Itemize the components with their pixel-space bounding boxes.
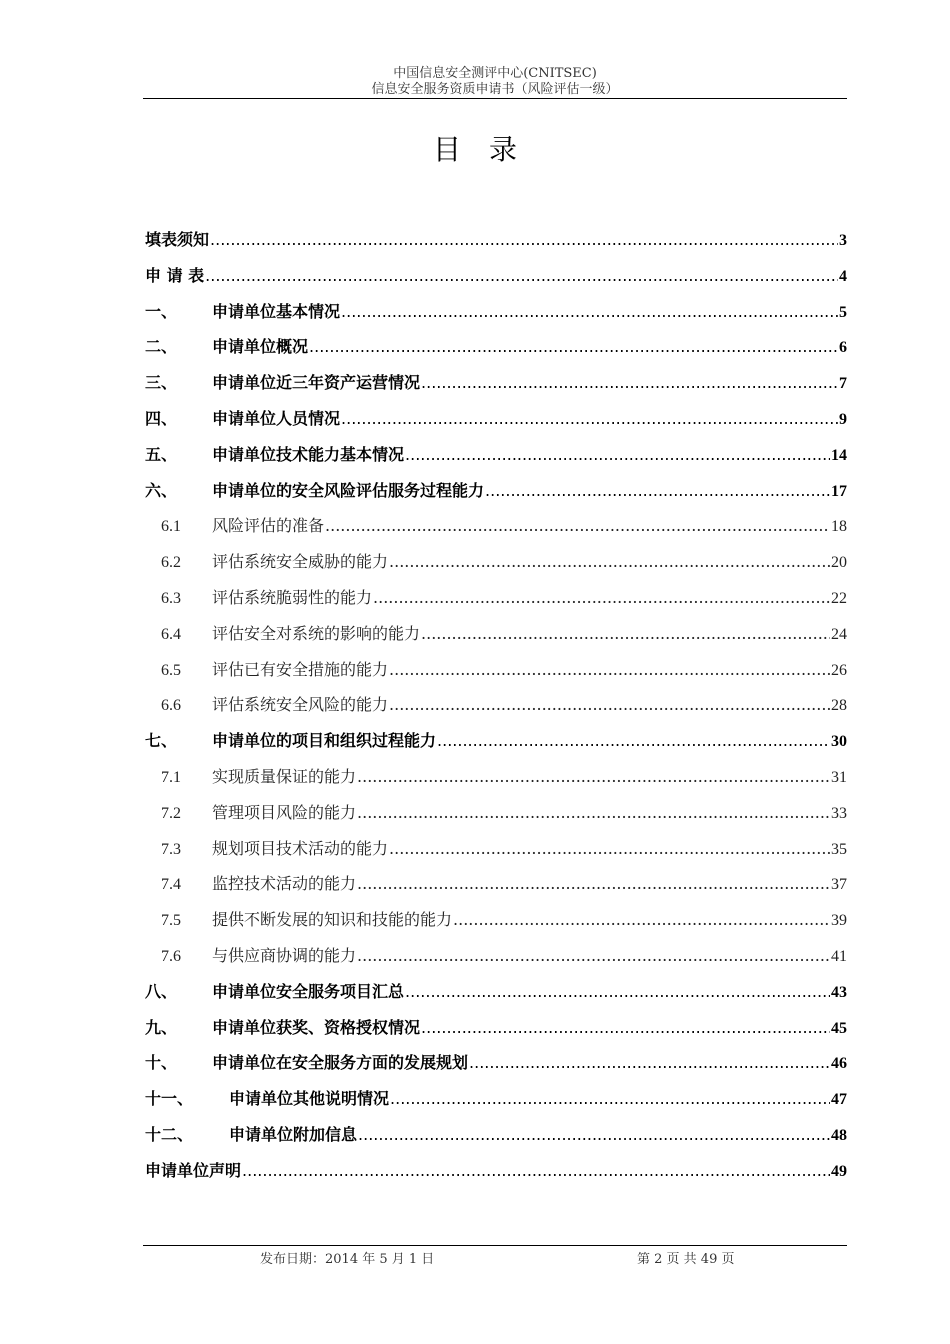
toc-entry-label: 申请单位声明 [145, 1160, 242, 1180]
toc-leader-dots [421, 616, 830, 652]
footer-divider [143, 1245, 847, 1246]
toc-entry-number: 九、 [145, 1017, 178, 1037]
toc-entry-page: 41 [831, 947, 847, 965]
toc-entry[interactable] [145, 222, 847, 258]
toc-entry-label: 申请单位在安全服务方面的发展规划 [212, 1053, 469, 1073]
toc-entry[interactable] [145, 473, 847, 509]
toc-entry-page: 45 [831, 1019, 847, 1037]
toc-entry-label: 监控技术活动的能力 [212, 874, 357, 894]
toc-leader-dots [389, 831, 830, 867]
toc-entry[interactable] [145, 329, 847, 365]
toc-entry-number: 7.2 [161, 804, 181, 822]
toc-entry-page: 37 [831, 876, 847, 894]
toc-entry-number: 6.6 [161, 697, 181, 715]
toc-leader-dots [309, 329, 838, 365]
toc-leader-dots [341, 401, 838, 437]
header-org: 中国信息安全测评中心(CNITSEC) [393, 66, 597, 81]
page-number: 第 2 页 共 49 页 [637, 1252, 735, 1267]
toc-leader-dots [437, 723, 830, 759]
toc-entry[interactable] [145, 687, 847, 723]
toc-entry-label: 申请单位获奖、资格授权情况 [212, 1017, 421, 1037]
toc-entry-number: 八、 [145, 981, 178, 1001]
publish-date: 发布日期：2014 年 5 月 1 日 [260, 1252, 435, 1267]
toc-entry[interactable] [145, 365, 847, 401]
toc-entry-label: 评估安全对系统的影响的能力 [212, 623, 421, 643]
toc-entry[interactable] [145, 258, 847, 294]
toc-entry-label: 评估系统安全风险的能力 [212, 695, 389, 715]
toc-entry-label: 申请单位基本情况 [212, 301, 341, 321]
toc-entry-page: 39 [831, 912, 847, 930]
toc-entry[interactable] [145, 652, 847, 688]
toc-leader-dots [469, 1045, 830, 1081]
toc-entry[interactable] [145, 1081, 847, 1117]
toc-entry-page: 4 [839, 267, 847, 285]
toc-entry-label: 管理项目风险的能力 [212, 802, 357, 822]
toc-leader-dots [205, 258, 838, 294]
table-of-contents [145, 222, 847, 1189]
toc-leader-dots [405, 437, 830, 473]
toc-entry-label: 风险评估的准备 [212, 516, 325, 536]
toc-entry[interactable] [145, 580, 847, 616]
toc-entry-page: 14 [831, 446, 847, 464]
toc-entry-number: 7.3 [161, 840, 181, 858]
toc-entry-page: 28 [831, 697, 847, 715]
toc-entry-number: 6.2 [161, 554, 181, 572]
toc-leader-dots [242, 1153, 830, 1189]
toc-leader-dots [389, 687, 830, 723]
toc-leader-dots [373, 580, 830, 616]
toc-entry-page: 33 [831, 804, 847, 822]
toc-leader-dots [421, 365, 838, 401]
toc-entry[interactable] [145, 974, 847, 1010]
toc-entry-label: 申请单位近三年资产运营情况 [212, 373, 421, 393]
toc-entry-page: 17 [831, 482, 847, 500]
toc-entry-page: 7 [839, 375, 847, 393]
toc-entry-number: 六、 [145, 480, 178, 500]
toc-entry[interactable] [145, 508, 847, 544]
toc-leader-dots [357, 759, 830, 795]
toc-entry-page: 26 [831, 661, 847, 679]
toc-entry-page: 43 [831, 983, 847, 1001]
toc-entry-label: 提供不断发展的知识和技能的能力 [212, 910, 453, 930]
toc-entry-label: 申请单位概况 [212, 337, 309, 357]
toc-entry-page: 46 [831, 1055, 847, 1073]
toc-entry-page: 48 [831, 1126, 847, 1144]
toc-entry-label: 填表须知 [145, 230, 210, 249]
toc-entry-number: 四、 [145, 408, 178, 428]
toc-entry[interactable] [145, 1117, 847, 1153]
toc-leader-dots [389, 652, 830, 688]
toc-entry-number: 7.4 [161, 876, 181, 894]
toc-entry-label: 申请单位技术能力基本情况 [212, 444, 405, 464]
toc-entry-page: 35 [831, 840, 847, 858]
toc-entry-label: 申请单位安全服务项目汇总 [212, 981, 405, 1001]
toc-leader-dots [357, 866, 830, 902]
toc-entry-page: 6 [839, 339, 847, 357]
toc-entry[interactable] [145, 1153, 847, 1189]
toc-entry-number: 6.5 [161, 661, 181, 679]
toc-entry-label: 申 请 表 [145, 265, 205, 285]
toc-entry-number: 6.3 [161, 589, 181, 607]
toc-entry[interactable] [145, 866, 847, 902]
toc-entry-page: 18 [831, 518, 847, 536]
toc-entry-page: 3 [839, 232, 847, 249]
toc-entry-number: 五、 [145, 444, 178, 464]
toc-entry-page: 24 [831, 625, 847, 643]
toc-leader-dots [325, 508, 830, 544]
toc-leader-dots [453, 902, 830, 938]
toc-entry-page: 47 [831, 1091, 847, 1109]
toc-entry[interactable] [145, 723, 847, 759]
toc-entry-number: 一、 [145, 301, 178, 321]
toc-entry-label: 实现质量保证的能力 [212, 766, 357, 786]
toc-entry-number: 十、 [145, 1053, 178, 1073]
toc-entry[interactable] [145, 795, 847, 831]
toc-entry-page: 31 [831, 768, 847, 786]
toc-entry-label: 评估系统脆弱性的能力 [212, 587, 373, 607]
toc-entry-page: 5 [839, 303, 847, 321]
toc-entry-number: 7.6 [161, 947, 181, 965]
toc-entry-label: 规划项目技术活动的能力 [212, 838, 389, 858]
toc-entry-number: 6.4 [161, 625, 181, 643]
page-header [143, 66, 847, 98]
toc-entry-label: 申请单位附加信息 [229, 1124, 358, 1144]
toc-entry[interactable] [145, 759, 847, 795]
toc-entry[interactable] [145, 294, 847, 330]
toc-entry[interactable] [145, 544, 847, 580]
toc-entry[interactable] [145, 616, 847, 652]
header-divider [143, 98, 847, 99]
toc-entry-number: 十二、 [145, 1124, 194, 1144]
toc-entry-number: 三、 [145, 373, 178, 393]
toc-entry-label: 与供应商协调的能力 [212, 945, 357, 965]
toc-entry-label: 评估系统安全威胁的能力 [212, 552, 389, 572]
toc-entry[interactable] [145, 437, 847, 473]
toc-leader-dots [358, 1117, 830, 1153]
toc-entry[interactable] [145, 1010, 847, 1046]
toc-entry-page: 9 [839, 410, 847, 428]
toc-entry-page: 49 [831, 1162, 847, 1180]
toc-entry-page: 30 [831, 733, 847, 751]
toc-entry-number: 二、 [145, 337, 178, 357]
toc-entry-number: 十一、 [145, 1089, 194, 1109]
toc-title: 目录 [432, 133, 545, 166]
toc-entry[interactable] [145, 902, 847, 938]
toc-leader-dots [357, 938, 830, 974]
toc-entry-page: 20 [831, 554, 847, 572]
toc-entry[interactable] [145, 401, 847, 437]
toc-entry[interactable] [145, 938, 847, 974]
toc-entry-label: 申请单位人员情况 [212, 408, 341, 428]
toc-leader-dots [357, 795, 830, 831]
toc-entry-number: 七、 [145, 731, 178, 751]
toc-entry-label: 申请单位其他说明情况 [229, 1089, 390, 1109]
toc-leader-dots [341, 294, 838, 330]
toc-entry-label: 申请单位的安全风险评估服务过程能力 [212, 480, 485, 500]
header-doc-title: 信息安全服务资质申请书（风险评估一级） [371, 82, 619, 97]
toc-leader-dots [421, 1010, 830, 1046]
toc-entry-number: 7.1 [161, 768, 181, 786]
toc-leader-dots [405, 974, 830, 1010]
toc-leader-dots [389, 544, 830, 580]
toc-leader-dots [390, 1081, 830, 1117]
toc-entry-label: 评估已有安全措施的能力 [212, 659, 389, 679]
toc-entry-number: 7.5 [161, 912, 181, 930]
toc-entry-label: 申请单位的项目和组织过程能力 [212, 731, 437, 751]
toc-leader-dots [485, 473, 830, 509]
toc-entry-page: 22 [831, 589, 847, 607]
toc-entry[interactable] [145, 1045, 847, 1081]
toc-entry[interactable] [145, 831, 847, 867]
toc-entry-number: 6.1 [161, 518, 181, 536]
toc-leader-dots [210, 222, 838, 258]
